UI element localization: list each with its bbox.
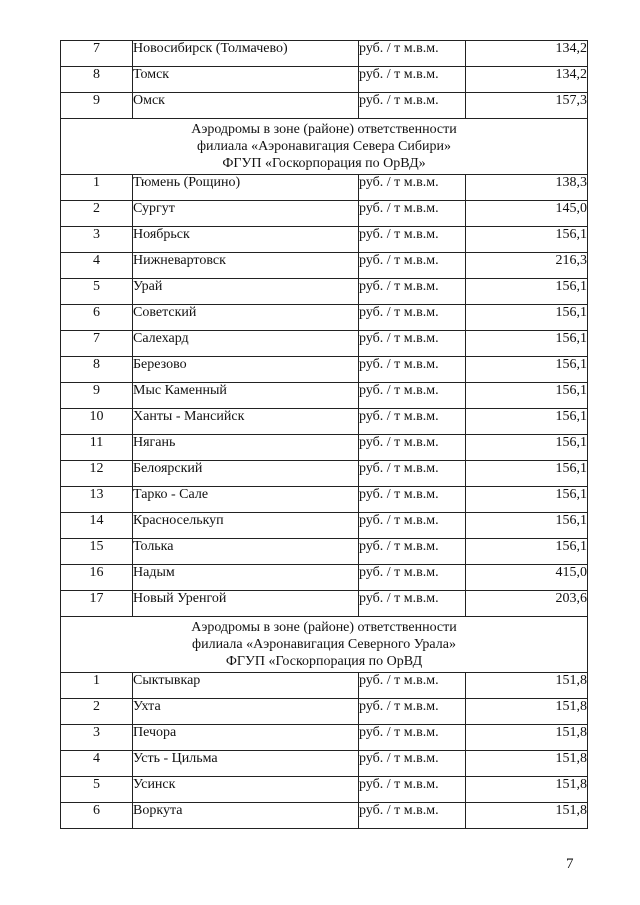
- section-header-cell: [61, 617, 588, 673]
- table-row: [61, 539, 588, 565]
- tariff-value-cell: 216,3: [466, 253, 588, 279]
- table-row: [61, 279, 588, 305]
- airport-name-cell: Белоярский: [133, 461, 359, 487]
- table-row: [61, 777, 588, 803]
- table-row: [61, 227, 588, 253]
- airport-name-cell: Красноселькуп: [133, 513, 359, 539]
- section-header-line: Аэродромы в зоне (районе) ответственности: [191, 122, 457, 137]
- tariff-value-cell: 151,8: [466, 725, 588, 751]
- row-number-cell: 8: [61, 67, 133, 93]
- table-row: [61, 699, 588, 725]
- unit-cell: руб. / т м.в.м.: [359, 591, 466, 617]
- row-number-cell: 5: [61, 279, 133, 305]
- row-number-cell: 9: [61, 383, 133, 409]
- tariff-value-cell: 156,1: [466, 383, 588, 409]
- tariff-value-cell: 156,1: [466, 539, 588, 565]
- row-number-cell: 5: [61, 777, 133, 803]
- unit-cell: руб. / т м.в.м.: [359, 305, 466, 331]
- row-number-cell: 3: [61, 725, 133, 751]
- row-number-cell: 14: [61, 513, 133, 539]
- airport-name-cell: Ухта: [133, 699, 359, 725]
- tariff-value-cell: 156,1: [466, 435, 588, 461]
- unit-cell: руб. / т м.в.м.: [359, 513, 466, 539]
- airport-name-cell: Надым: [133, 565, 359, 591]
- airport-name-cell: Новосибирск (Толмачево): [133, 41, 359, 67]
- tariff-value-cell: 156,1: [466, 409, 588, 435]
- airport-name-cell: Мыс Каменный: [133, 383, 359, 409]
- unit-cell: руб. / т м.в.м.: [359, 751, 466, 777]
- table-row: [61, 513, 588, 539]
- row-number-cell: 4: [61, 751, 133, 777]
- section-header-line: филиала «Аэронавигация Северного Урала»: [192, 637, 456, 652]
- section-header-line: ФГУП «Госкорпорация по ОрВД»: [222, 156, 426, 171]
- airport-name-cell: Тюмень (Рощино): [133, 175, 359, 201]
- section-header-row: [61, 617, 588, 673]
- unit-cell: руб. / т м.в.м.: [359, 409, 466, 435]
- row-number-cell: 12: [61, 461, 133, 487]
- row-number-cell: 1: [61, 673, 133, 699]
- tariff-value-cell: 151,8: [466, 673, 588, 699]
- tariff-value-cell: 151,8: [466, 777, 588, 803]
- tariff-value-cell: 156,1: [466, 357, 588, 383]
- table-row: [61, 751, 588, 777]
- airport-name-cell: Сургут: [133, 201, 359, 227]
- tariff-value-cell: 134,2: [466, 41, 588, 67]
- unit-cell: руб. / т м.в.м.: [359, 673, 466, 699]
- airport-name-cell: Урай: [133, 279, 359, 305]
- tariff-value-cell: 134,2: [466, 67, 588, 93]
- section-header-line: ФГУП «Госкорпорация по ОрВД: [225, 654, 423, 669]
- airport-name-cell: Сыктывкар: [133, 673, 359, 699]
- unit-cell: руб. / т м.в.м.: [359, 331, 466, 357]
- unit-cell: руб. / т м.в.м.: [359, 803, 466, 829]
- unit-cell: руб. / т м.в.м.: [359, 777, 466, 803]
- airport-name-cell: Салехард: [133, 331, 359, 357]
- row-number-cell: 2: [61, 201, 133, 227]
- tariff-value-cell: 156,1: [466, 227, 588, 253]
- unit-cell: руб. / т м.в.м.: [359, 227, 466, 253]
- airport-name-cell: Ноябрьск: [133, 227, 359, 253]
- airport-name-cell: Нижневартовск: [133, 253, 359, 279]
- section-header-line: Аэродромы в зоне (районе) ответственности: [191, 620, 457, 635]
- row-number-cell: 1: [61, 175, 133, 201]
- tariff-value-cell: 203,6: [466, 591, 588, 617]
- airport-name-cell: Тарко - Сале: [133, 487, 359, 513]
- unit-cell: руб. / т м.в.м.: [359, 93, 466, 119]
- tariff-value-cell: 157,3: [466, 93, 588, 119]
- unit-cell: руб. / т м.в.м.: [359, 253, 466, 279]
- airport-name-cell: Томск: [133, 67, 359, 93]
- airport-name-cell: Воркута: [133, 803, 359, 829]
- airport-name-cell: Печора: [133, 725, 359, 751]
- table-row: [61, 41, 588, 67]
- section-header-line: филиала «Аэронавигация Севера Сибири»: [196, 139, 451, 154]
- tariff-table-body: [61, 41, 588, 829]
- row-number-cell: 13: [61, 487, 133, 513]
- unit-cell: руб. / т м.в.м.: [359, 725, 466, 751]
- unit-cell: руб. / т м.в.м.: [359, 41, 466, 67]
- row-number-cell: 4: [61, 253, 133, 279]
- tariff-value-cell: 138,3: [466, 175, 588, 201]
- table-row: [61, 725, 588, 751]
- unit-cell: руб. / т м.в.м.: [359, 435, 466, 461]
- table-row: [61, 673, 588, 699]
- table-row: [61, 409, 588, 435]
- row-number-cell: 7: [61, 41, 133, 67]
- table-row: [61, 591, 588, 617]
- tariff-value-cell: 151,8: [466, 751, 588, 777]
- unit-cell: руб. / т м.в.м.: [359, 201, 466, 227]
- row-number-cell: 17: [61, 591, 133, 617]
- airport-name-cell: Омск: [133, 93, 359, 119]
- table-row: [61, 175, 588, 201]
- tariff-value-cell: 156,1: [466, 305, 588, 331]
- unit-cell: руб. / т м.в.м.: [359, 67, 466, 93]
- table-row: [61, 803, 588, 829]
- row-number-cell: 15: [61, 539, 133, 565]
- unit-cell: руб. / т м.в.м.: [359, 383, 466, 409]
- airport-name-cell: Ханты - Мансийск: [133, 409, 359, 435]
- row-number-cell: 2: [61, 699, 133, 725]
- table-row: [61, 487, 588, 513]
- table-row: [61, 461, 588, 487]
- table-row: [61, 67, 588, 93]
- row-number-cell: 6: [61, 305, 133, 331]
- tariff-value-cell: 156,1: [466, 279, 588, 305]
- airport-name-cell: Советский: [133, 305, 359, 331]
- table-row: [61, 357, 588, 383]
- unit-cell: руб. / т м.в.м.: [359, 487, 466, 513]
- row-number-cell: 6: [61, 803, 133, 829]
- airport-name-cell: Нягань: [133, 435, 359, 461]
- tariff-value-cell: 156,1: [466, 461, 588, 487]
- row-number-cell: 10: [61, 409, 133, 435]
- tariff-value-cell: 156,1: [466, 513, 588, 539]
- tariff-value-cell: 156,1: [466, 487, 588, 513]
- row-number-cell: 11: [61, 435, 133, 461]
- row-number-cell: 3: [61, 227, 133, 253]
- tariff-value-cell: 156,1: [466, 331, 588, 357]
- table-row: [61, 201, 588, 227]
- airport-name-cell: Новый Уренгой: [133, 591, 359, 617]
- unit-cell: руб. / т м.в.м.: [359, 279, 466, 305]
- airport-name-cell: Березово: [133, 357, 359, 383]
- airport-name-cell: Усть - Цильма: [133, 751, 359, 777]
- airport-name-cell: Толька: [133, 539, 359, 565]
- section-header-cell: [61, 119, 588, 175]
- row-number-cell: 8: [61, 357, 133, 383]
- airport-name-cell: Усинск: [133, 777, 359, 803]
- table-row: [61, 93, 588, 119]
- tariff-value-cell: 415,0: [466, 565, 588, 591]
- unit-cell: руб. / т м.в.м.: [359, 175, 466, 201]
- tariff-value-cell: 145,0: [466, 201, 588, 227]
- table-row: [61, 383, 588, 409]
- unit-cell: руб. / т м.в.м.: [359, 357, 466, 383]
- table-row: [61, 565, 588, 591]
- row-number-cell: 9: [61, 93, 133, 119]
- airport-tariff-table: [60, 40, 588, 829]
- section-header-row: [61, 119, 588, 175]
- table-row: [61, 305, 588, 331]
- unit-cell: руб. / т м.в.м.: [359, 461, 466, 487]
- unit-cell: руб. / т м.в.м.: [359, 539, 466, 565]
- table-row: [61, 435, 588, 461]
- unit-cell: руб. / т м.в.м.: [359, 699, 466, 725]
- unit-cell: руб. / т м.в.м.: [359, 565, 466, 591]
- row-number-cell: 16: [61, 565, 133, 591]
- tariff-value-cell: 151,8: [466, 699, 588, 725]
- tariff-value-cell: 151,8: [466, 803, 588, 829]
- row-number-cell: 7: [61, 331, 133, 357]
- page-number: 7: [566, 856, 574, 872]
- table-row: [61, 331, 588, 357]
- table-row: [61, 253, 588, 279]
